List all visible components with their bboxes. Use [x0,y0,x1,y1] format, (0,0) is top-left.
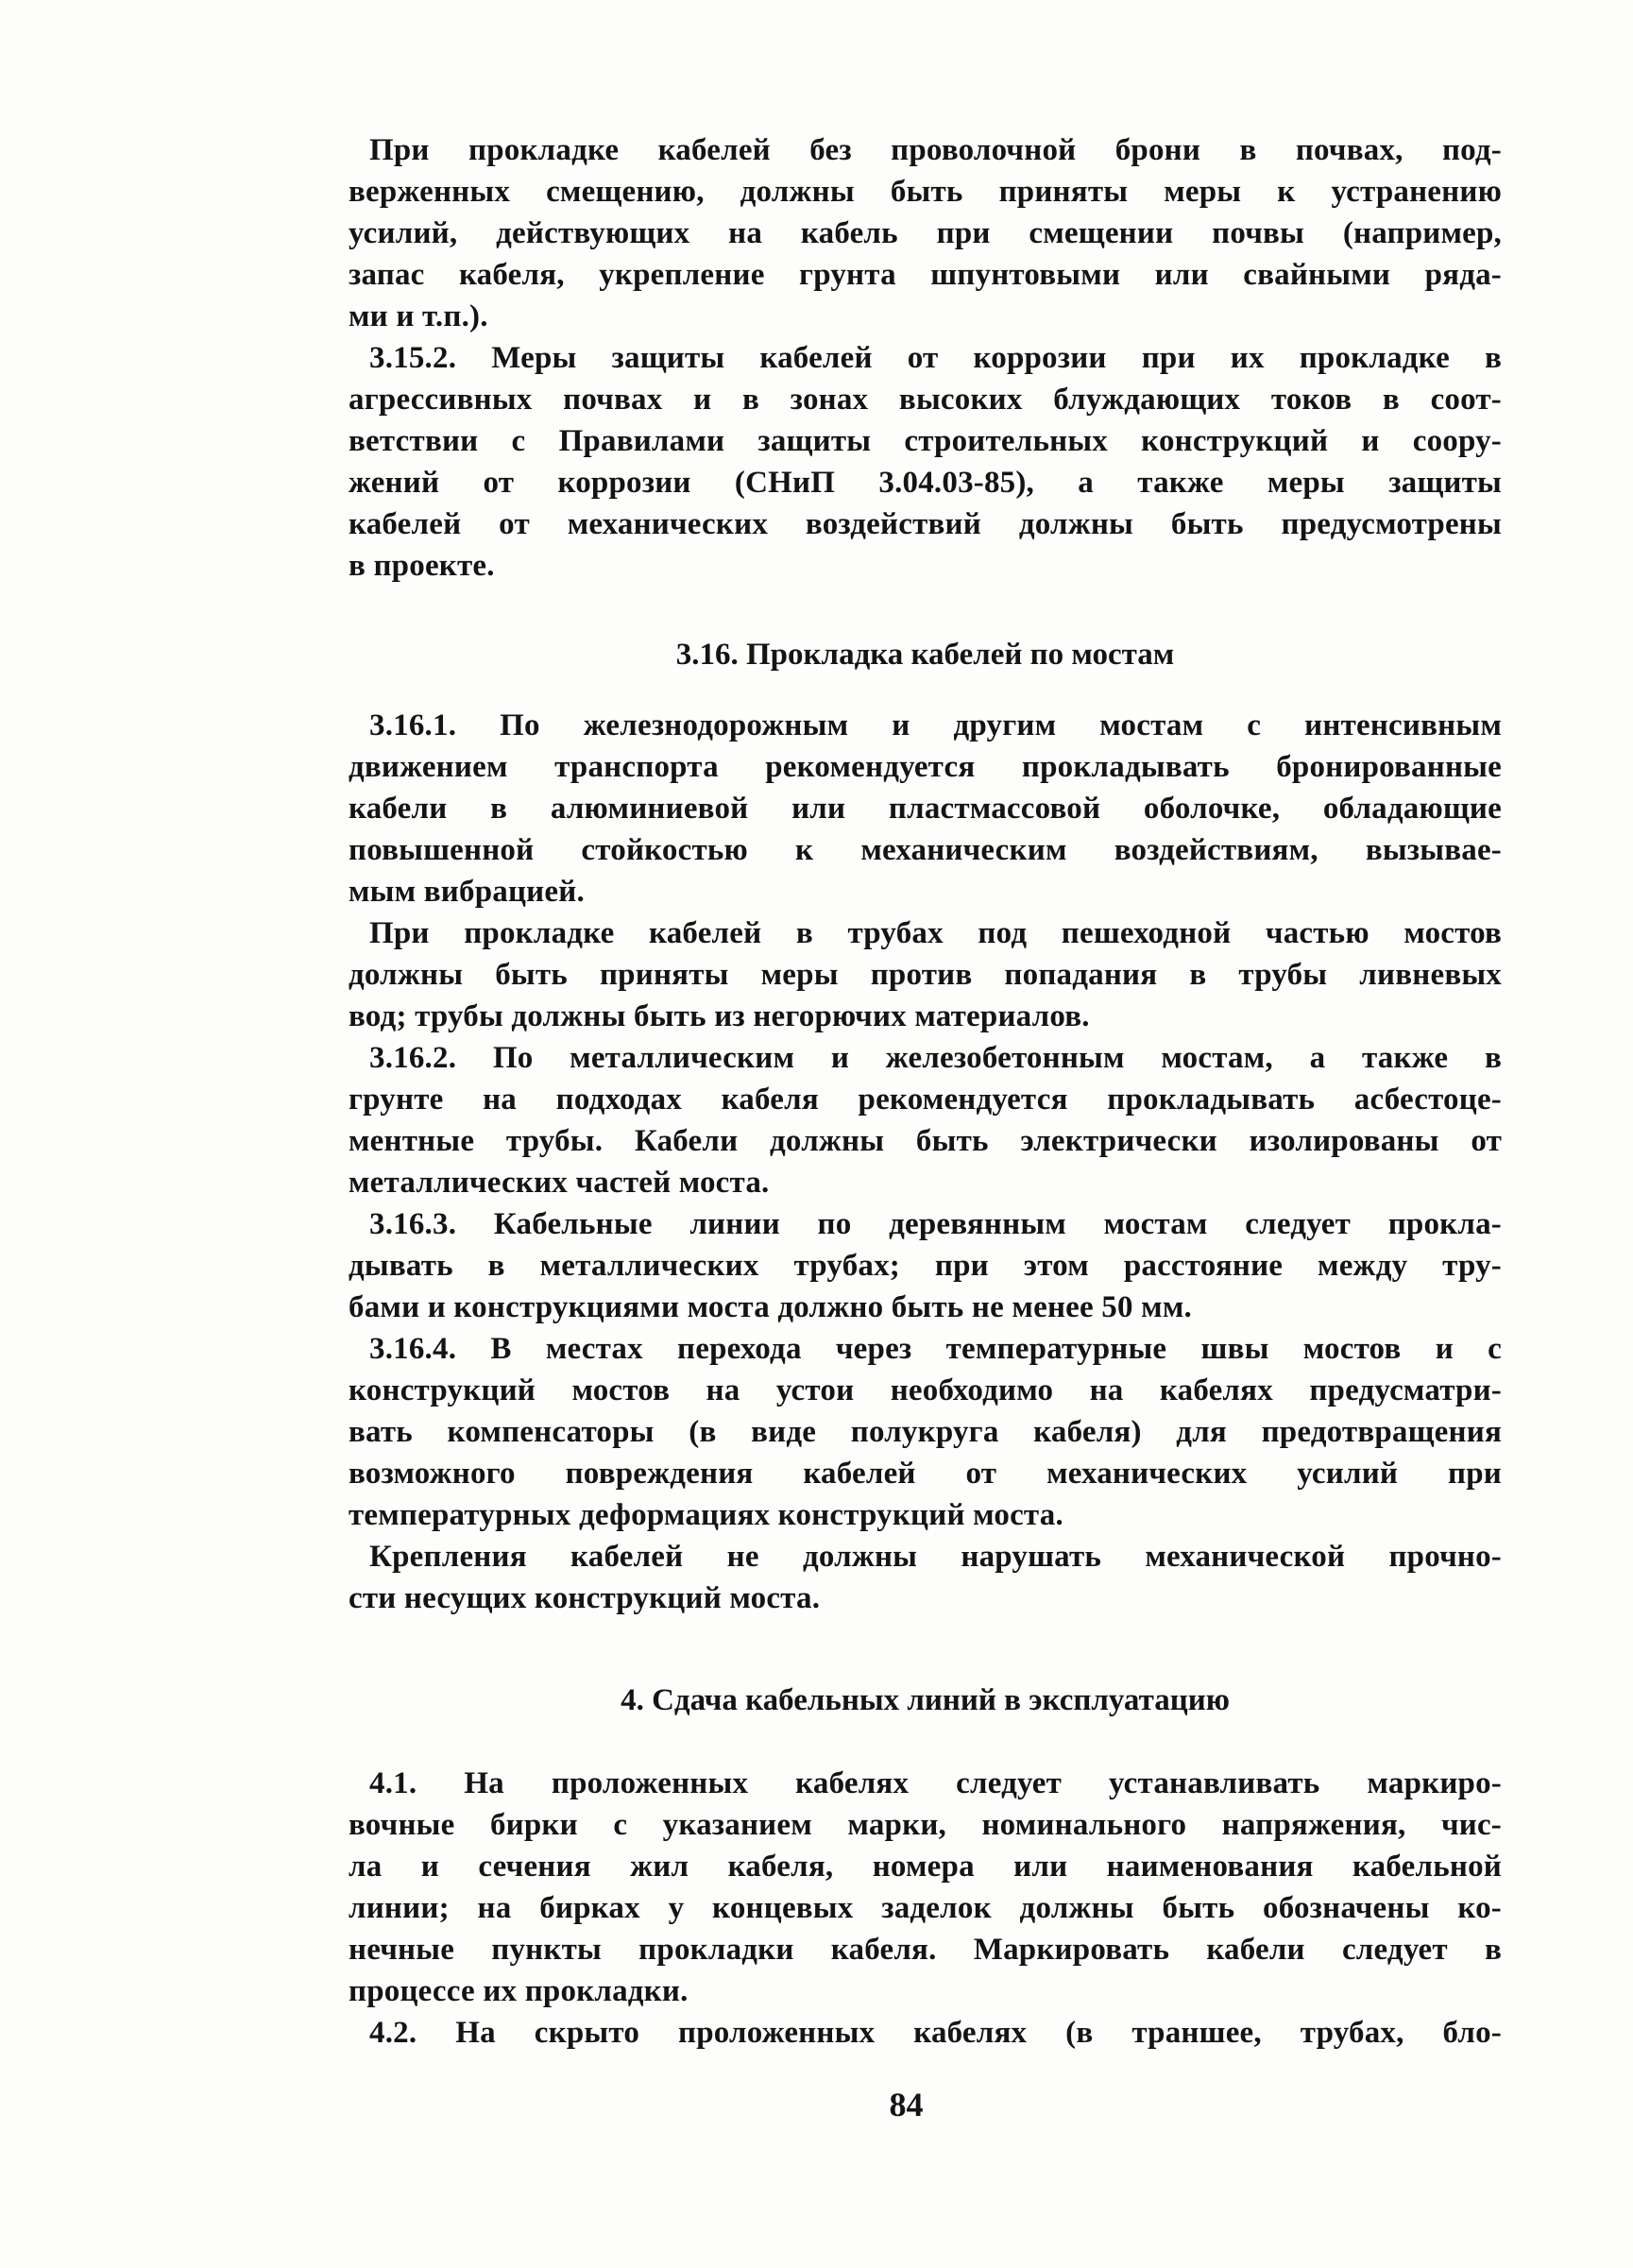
text-line: дывать в металлических трубах; при этом расстояние между тру- [349,1249,1502,1283]
text-line: вочные бирки с указанием марки, номинального напряжения, чис- [349,1808,1502,1842]
text-line: 3.16.2. По металлическим и железобетонным мостам, а также в [369,1041,1502,1075]
text-line: 4.1. На проложенных кабелях следует устанавливать маркиро- [369,1766,1502,1800]
section-heading-3-16: 3.16. Прокладка кабелей по мостам [675,638,1175,672]
text-line: Крепления кабелей не должны нарушать механической прочно- [369,1540,1502,1574]
text-line: должны быть приняты меры против попадания в трубы ливневых [349,958,1502,992]
paragraph [349,912,1502,1037]
text-line: кабелей от механических воздействий должны быть предусмотрены [349,507,1502,541]
text-line: вать компенсаторы (в виде полукруга кабеля) для предотвращения [349,1415,1502,1449]
text-line: запас кабеля, укрепление грунта шпунтовыми или свайными ряда- [349,258,1502,292]
text-block-section-3-16 [349,705,1502,1619]
paragraph [349,705,1502,912]
paragraph [349,1328,1502,1536]
text-line: мым вибрацией. [349,875,585,909]
text-line: жений от коррозии (СНиП 3.04.03-85), а также меры защиты [349,466,1502,500]
text-line: в проекте. [349,549,495,583]
text-line: линии; на бирках у концевых заделок должны быть обозначены ко- [349,1891,1502,1925]
paragraph [349,1536,1502,1619]
page-number: 84 [889,2086,924,2123]
text-line: 3.15.2. Меры защиты кабелей от коррозии при их прокладке в [369,341,1502,375]
text-line: возможного повреждения кабелей от механических усилий при [349,1457,1502,1491]
text-line: вод; трубы должны быть из негорючих материалов. [349,999,1090,1033]
text-line: кабели в алюминиевой или пластмассовой оболочке, обладающие [349,792,1502,826]
text-line: 3.16.1. По железнодорожным и другим мостам с интенсивным [369,708,1502,742]
text-line: грунте на подходах кабеля рекомендуется прокладывать асбестоце- [349,1083,1502,1117]
text-line: движением транспорта рекомендуется прокладывать бронированные [349,750,1502,784]
paragraph [349,2012,1502,2054]
text-line: При прокладке кабелей в трубах под пешеходной частью мостов [369,916,1502,950]
text-line: повышенной стойкостью к механическим воздействиям, вызывае- [349,833,1502,867]
text-block-section-4 [349,1763,1502,2054]
text-line: сти несущих конструкций моста. [349,1581,821,1615]
text-line: При прокладке кабелей без проволочной брони в почвах, под- [369,133,1502,167]
text-line: усилий, действующих на кабель при смещении почвы (например, [349,216,1502,250]
text-line: металлических частей моста. [349,1166,770,1200]
paragraph [349,1203,1502,1328]
text-line: нечные пункты прокладки кабеля. Маркировать кабели следует в [349,1933,1502,1967]
text-line: 4.2. На скрыто проложенных кабелях (в траншее, трубах, бло- [369,2016,1502,2050]
text-line: бами и конструкциями моста должно быть не менее 50 мм. [349,1290,1192,1324]
text-line: ментные трубы. Кабели должны быть электрически изолированы от [349,1124,1502,1158]
text-line: процессе их прокладки. [349,1974,689,2008]
text-line: 3.16.3. Кабельные линии по деревянным мостам следует прокла- [369,1207,1502,1241]
section-heading-4: 4. Сдача кабельных линий в эксплуатацию [621,1683,1230,1717]
paragraph [349,129,1502,337]
text-block-intro [349,129,1502,587]
text-line: ми и т.п.). [349,299,488,333]
document-page [349,129,1502,2125]
text-line: ла и сечения жил кабеля, номера или наименования кабельной [349,1850,1502,1884]
text-line: агрессивных почвах и в зонах высоких блуждающих токов в соот- [349,383,1502,417]
paragraph [349,337,1502,587]
paragraph [349,1763,1502,2012]
text-line: верженных смещению, должны быть приняты меры к устранению [349,175,1502,209]
text-line: ветствии с Правилами защиты строительных конструкций и соору- [349,424,1502,458]
text-line: 3.16.4. В местах перехода через температурные швы мостов и с [369,1332,1502,1366]
paragraph [349,1037,1502,1203]
text-line: температурных деформациях конструкций моста. [349,1498,1063,1532]
text-line: конструкций мостов на устои необходимо на кабелях предусматри- [349,1373,1502,1407]
